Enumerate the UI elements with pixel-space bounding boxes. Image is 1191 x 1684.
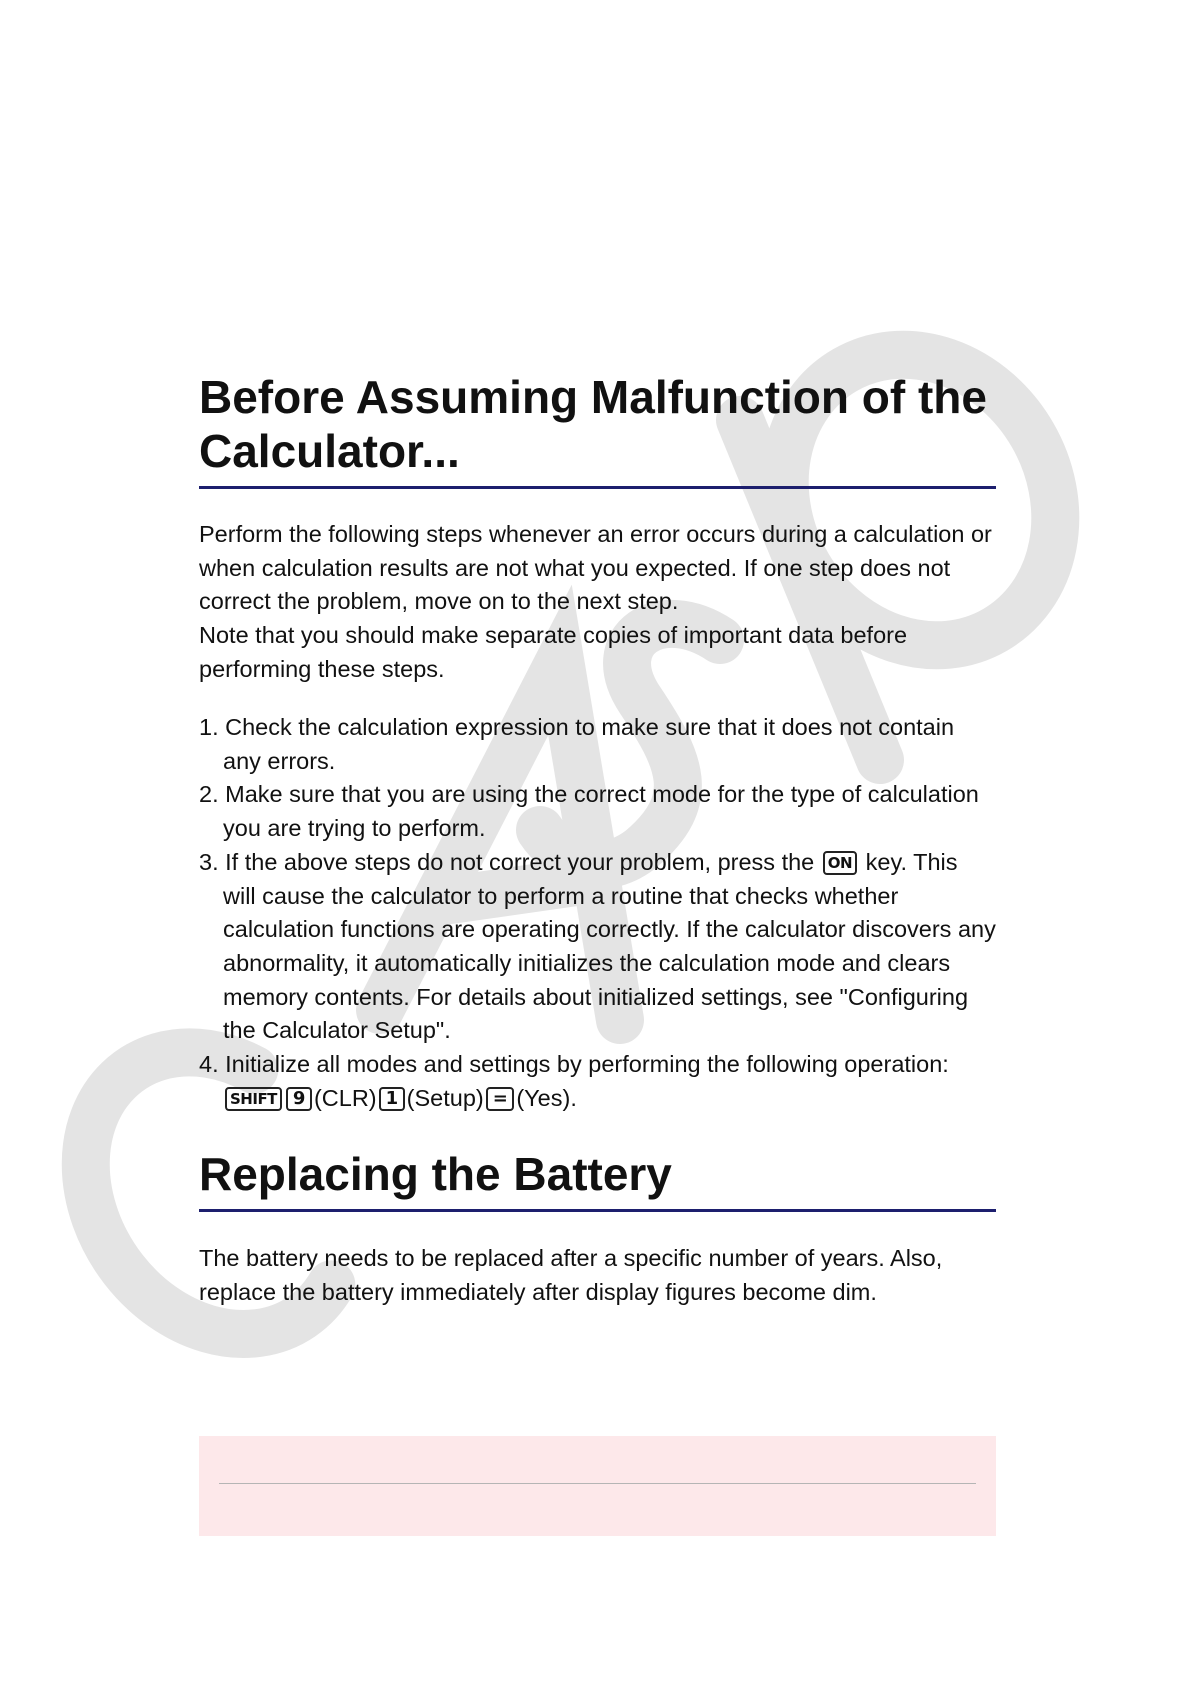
title-rule	[199, 486, 996, 489]
troubleshooting-steps	[199, 711, 996, 1115]
setup-label: (Setup)	[406, 1084, 484, 1111]
step-1: 1. Check the calculation expression to make sure that it does not contain any errors.	[199, 714, 955, 774]
shift-key-icon: SHIFT	[225, 1087, 282, 1111]
step-2: 2. Make sure that you are using the correct mode for the type of calculation you are trying to perform.	[199, 781, 979, 842]
yes-label: (Yes).	[516, 1084, 577, 1111]
equals-key-icon: =	[486, 1087, 515, 1111]
section-title-battery: Replacing the Battery	[199, 1148, 672, 1200]
intro-paragraph	[199, 518, 996, 687]
nine-key-icon: 9	[286, 1087, 312, 1111]
one-key-icon: 1	[379, 1087, 405, 1111]
step-3-text-before: 3. If the above steps do not correct your problem, press the	[199, 848, 815, 875]
step-4-text: 4. Initialize all modes and settings by performing the following operation:	[199, 1051, 949, 1078]
note-box-divider	[219, 1483, 976, 1484]
section-title-malfunction: Before Assuming Malfunction of the Calculator...	[199, 371, 987, 477]
step-3	[199, 846, 996, 1048]
battery-paragraph: The battery needs to be replaced after a specific number of years. Also, replace the battery immediately after display figures become dim.	[199, 1245, 943, 1305]
intro-text-1: Perform the following steps whenever an error occurs during a calculation or when calculation results are not what you expected. If one step does not correct the problem, move on to the next step.	[199, 521, 992, 615]
step-3-text-after: key. This will cause the calculator to perform a routine that checks whether calculation functions are operating correctly. If the calculator discovers any abnormality, it automatically initializes the calculation mode and clears memory contents. For details about initialized settings, see "Configuring the Calculator Setup".	[223, 848, 996, 1044]
on-key-icon: ON	[823, 851, 857, 875]
step-4	[199, 1048, 996, 1115]
clr-label: (CLR)	[313, 1084, 377, 1111]
title-rule-battery	[199, 1209, 996, 1212]
intro-text-2: Note that you should make separate copies of important data before performing these steps.	[199, 622, 908, 682]
note-box	[199, 1436, 996, 1536]
